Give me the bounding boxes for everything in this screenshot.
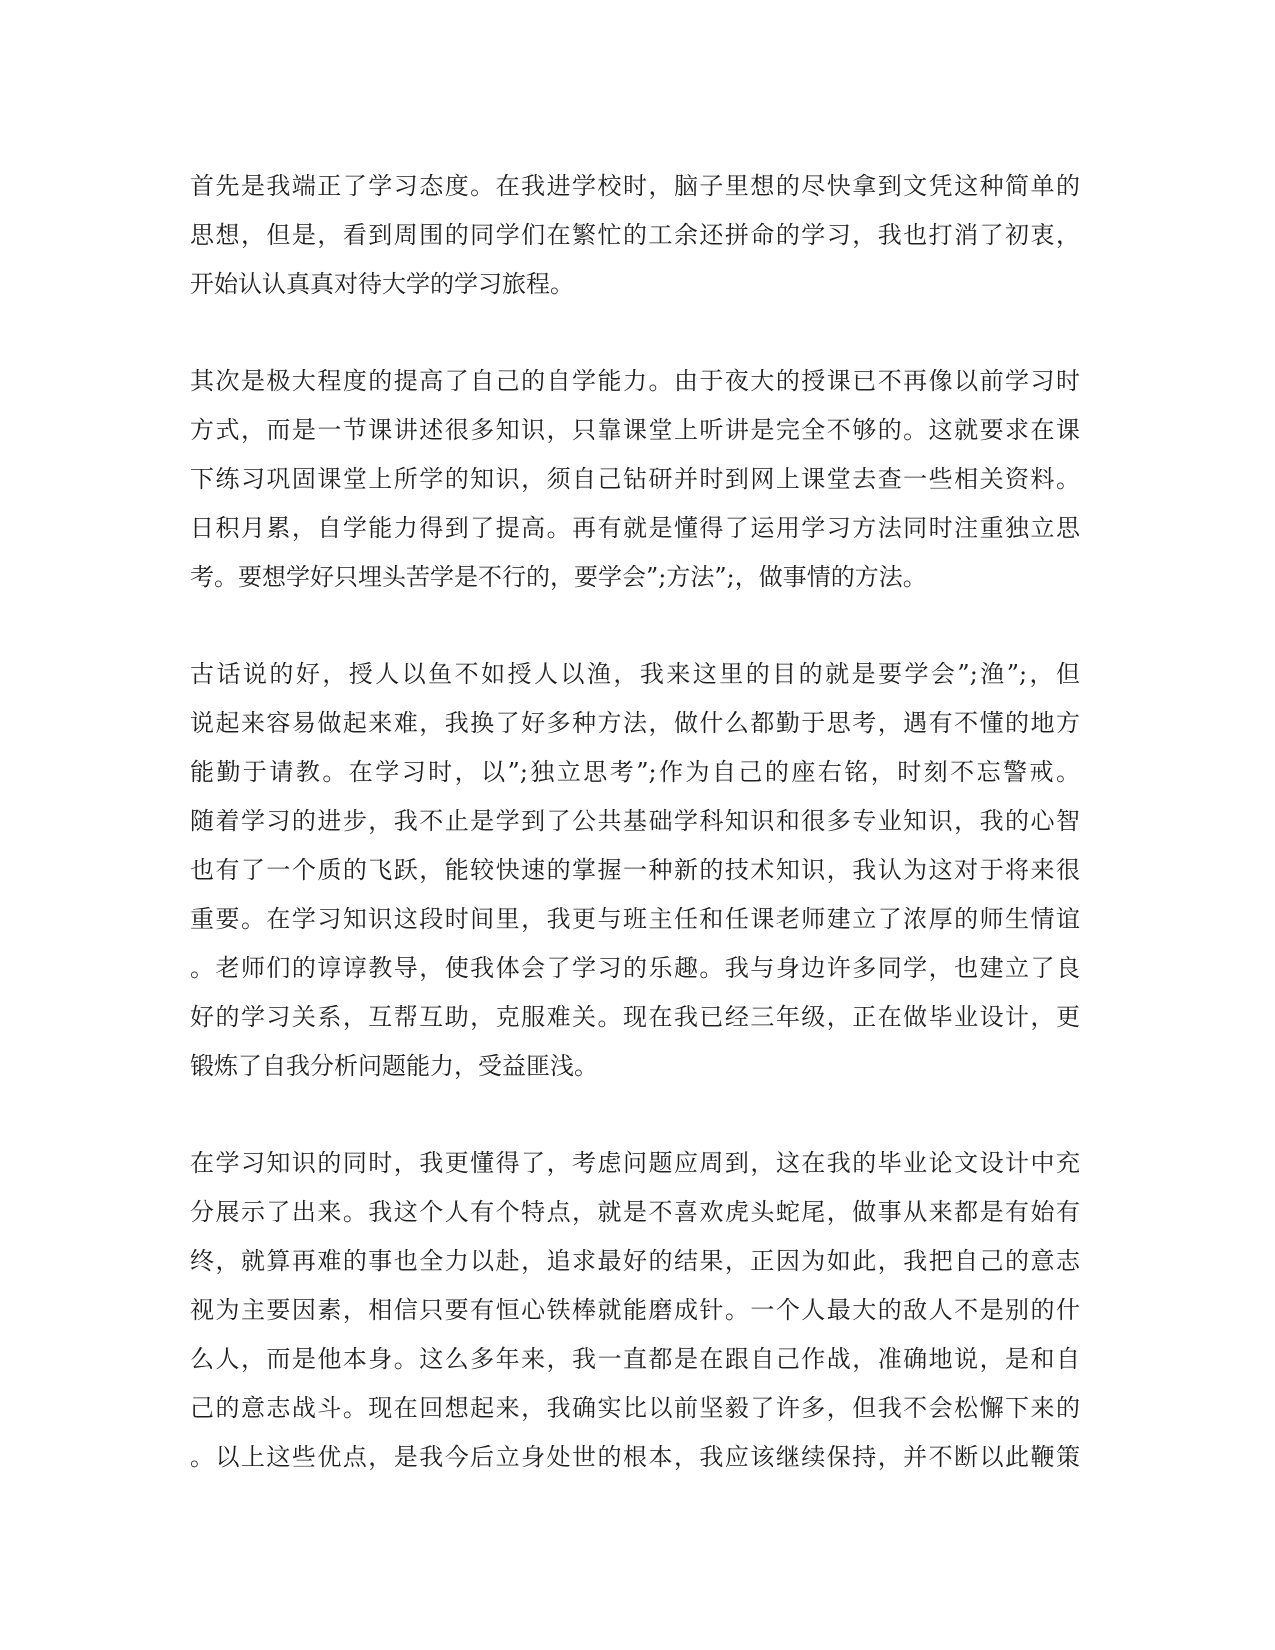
text-line: 视为主要因素，相信只要有恒心铁棒就能磨成针。一个人最大的敌人不是别的什 bbox=[190, 1296, 1080, 1324]
text-line: 重要。在学习知识这段时间里，我更与班主任和任课老师建立了浓厚的师生情谊 bbox=[190, 905, 1080, 933]
text-line: 锻炼了自我分析问题能力，受益匪浅。 bbox=[190, 1052, 598, 1080]
text-line: 。以上这些优点，是我今后立身处世的根本，我应该继续保持，并不断以此鞭策 bbox=[190, 1443, 1080, 1471]
text-line: 己的意志战斗。现在回想起来，我确实比以前坚毅了许多，但我不会松懈下来的 bbox=[190, 1394, 1080, 1422]
text-line: 下练习巩固课堂上所学的知识，须自己钻研并时到网上课堂去查一些相关资料。 bbox=[190, 465, 1080, 493]
text-line: 说起来容易做起来难，我换了好多种方法，做什么都勤于思考，遇有不懂的地方 bbox=[190, 709, 1080, 737]
paragraph bbox=[190, 1139, 1080, 1482]
text-line: 好的学习关系，互帮互助，克服难关。现在我已经三年级，正在做毕业设计，更 bbox=[190, 1003, 1080, 1031]
text-line: 考。要想学好只埋头苦学是不行的，要学会”;方法”;，做事情的方法。 bbox=[190, 563, 927, 591]
text-line: 方式，而是一节课讲述很多知识，只靠课堂上听讲是完全不够的。这就要求在课 bbox=[190, 416, 1080, 444]
text-line: 么人，而是他本身。这么多年来，我一直都是在跟自己作战，准确地说，是和自 bbox=[190, 1345, 1080, 1373]
document-body bbox=[190, 162, 1080, 1530]
paragraph bbox=[190, 357, 1080, 602]
text-line: 在学习知识的同时，我更懂得了，考虑问题应周到，这在我的毕业论文设计中充 bbox=[190, 1149, 1080, 1177]
text-line: 。老师们的谆谆教导，使我体会了学习的乐趣。我与身边许多同学，也建立了良 bbox=[190, 954, 1080, 982]
text-line: 开始认认真真对待大学的学习旅程。 bbox=[190, 270, 574, 298]
text-line: 终，就算再难的事也全力以赴，追求最好的结果，正因为如此，我把自己的意志 bbox=[190, 1247, 1080, 1275]
text-line: 古话说的好，授人以鱼不如授人以渔，我来这里的目的就是要学会”;渔”;，但 bbox=[190, 660, 1080, 688]
paragraph bbox=[190, 650, 1080, 1091]
text-line: 日积月累，自学能力得到了提高。再有就是懂得了运用学习方法同时注重独立思 bbox=[190, 514, 1080, 542]
text-line: 思想，但是，看到周围的同学们在繁忙的工余还拼命的学习，我也打消了初衷， bbox=[190, 221, 1080, 249]
text-line: 首先是我端正了学习态度。在我进学校时，脑子里想的尽快拿到文凭这种简单的 bbox=[190, 172, 1080, 200]
text-line: 其次是极大程度的提高了自己的自学能力。由于夜大的授课已不再像以前学习时 bbox=[190, 367, 1080, 395]
text-line: 能勤于请教。在学习时，以”;独立思考”;作为自己的座右铭，时刻不忘警戒。 bbox=[190, 758, 1080, 786]
text-line: 也有了一个质的飞跃，能较快速的掌握一种新的技术知识，我认为这对于将来很 bbox=[190, 856, 1080, 884]
text-line: 分展示了出来。我这个人有个特点，就是不喜欢虎头蛇尾，做事从来都是有始有 bbox=[190, 1198, 1080, 1226]
paragraph bbox=[190, 162, 1080, 309]
text-line: 随着学习的进步，我不止是学到了公共基础学科知识和很多专业知识，我的心智 bbox=[190, 807, 1080, 835]
